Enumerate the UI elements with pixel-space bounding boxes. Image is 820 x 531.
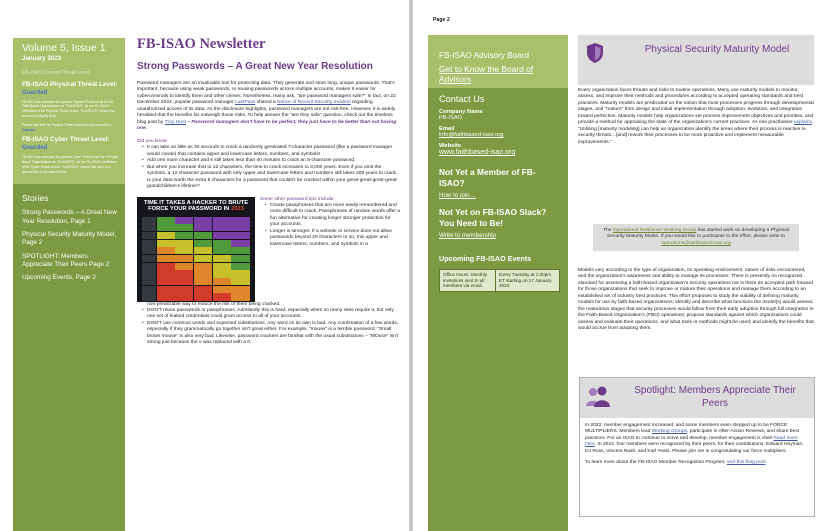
spot-text-c: . In 2022, four members were recognized by their peers, for their contributions: Edward Heyman, DJ Ross, Vincent Nash, and Karl Yeats. Please join me in congratulating our force multipliers. bbox=[585, 442, 804, 454]
security-incident-link[interactable]: Notice of Recent Security Incident bbox=[277, 100, 351, 106]
spot2-text-a: To learn more about the FB-ISAO Member Recognition Program, bbox=[585, 460, 727, 466]
infographic-cell bbox=[213, 232, 231, 239]
spotlight-people-icon bbox=[584, 384, 612, 410]
working-groups-link[interactable]: Working Groups bbox=[651, 429, 688, 435]
tips-continuation: non-predictable way to reduce the risk of them being cracked. bbox=[147, 301, 281, 307]
list-item: • It can take as little as 30 seconds to crack a randomly generated 7-character password (like a password manager would create) that contains upper and lowercase letters, numbers, and symbols! bbox=[142, 145, 401, 158]
infographic-cell bbox=[213, 247, 231, 254]
tips-list bbox=[260, 203, 401, 248]
infographic-cell bbox=[231, 270, 249, 277]
company-label: Company Name bbox=[439, 109, 483, 116]
read-more-link[interactable]: Read more here bbox=[585, 435, 798, 448]
volume-issue: Volume 5, Issue 1 bbox=[22, 42, 106, 54]
story-link[interactable]: Upcoming Events, Page 2 bbox=[22, 274, 96, 282]
contact-section bbox=[428, 88, 568, 292]
maturity-paragraph-1 bbox=[578, 88, 814, 146]
infographic-cell bbox=[194, 255, 212, 262]
infographic-cell bbox=[175, 270, 193, 277]
spot-text-a: In 2022, member engagement increased, and some members even stepped up to be FORCE MULTIPLIERS. Members lead bbox=[585, 423, 788, 435]
infographic-cell bbox=[213, 270, 231, 277]
physical-threat-title: FB-ISAO Physical Threat Level: bbox=[22, 81, 118, 88]
infographic-row bbox=[142, 293, 250, 300]
infographic-cell bbox=[213, 278, 231, 285]
stories-heading: Stories bbox=[22, 193, 49, 204]
list-item: • Longer is stronger. If a website or service does not allow passwords beyond 20 characters or so, mix upper and lowercase letters, numbers, and symbols in a bbox=[265, 229, 401, 248]
spotlight-box bbox=[579, 377, 815, 517]
physical-security-title: Physical Security Maturity Model bbox=[644, 44, 790, 55]
infographic-cell bbox=[213, 224, 231, 231]
infographic-title-text: TIME IT TAKES A HACKER TO BRUTE FORCE YOUR PASSWORD IN bbox=[143, 199, 249, 213]
story-link[interactable]: SPOTLIGHT: Members Appreciate Their Peers Page 2 bbox=[22, 252, 110, 268]
list-item: • DON'T reuse passwords or passphrases. Admittedly this is hard, especially when so many sites require it, but only one set of leaked credentials could grant access to all of your accounts. bbox=[142, 308, 401, 321]
infographic-row bbox=[142, 224, 250, 231]
spotlight-header bbox=[580, 378, 814, 418]
infographic-row bbox=[142, 232, 250, 239]
company-value: FB-ISAO bbox=[439, 115, 463, 122]
infographic-row bbox=[142, 217, 250, 224]
intro-text-c: regarding unauthorized access of its data. As the disclosure highlights, password managers are not risk-free. However, it is widely heralded that the benefits far outweigh those risks. To help answer the "are they safe" question, check out the timeless blog post by bbox=[137, 100, 396, 125]
infographic-row-label bbox=[142, 217, 156, 224]
physical-security-header bbox=[578, 35, 814, 85]
working-group-link[interactable]: Operational Resilience Working Group bbox=[612, 228, 697, 233]
website-label: Website bbox=[439, 143, 462, 150]
infographic-cell bbox=[157, 217, 175, 224]
spotlight-paragraph-1 bbox=[585, 423, 809, 455]
spotlight-body bbox=[580, 418, 814, 467]
advisory-heading: FB-ISAO Advisory Board bbox=[439, 51, 530, 60]
infographic-row-label bbox=[142, 240, 156, 247]
stories-section bbox=[13, 184, 125, 282]
current-threat-heading: FB-ISAO Current Threat Level bbox=[22, 70, 90, 76]
brute-force-infographic bbox=[137, 197, 255, 302]
did-you-know-heading: Did you know: bbox=[137, 138, 168, 144]
advisory-board-box bbox=[428, 35, 568, 88]
intro-paragraph bbox=[137, 81, 401, 133]
infographic-cell bbox=[231, 247, 249, 254]
intro-text-d: – bbox=[185, 119, 192, 125]
infographic-cell bbox=[194, 293, 212, 300]
infographic-row-label bbox=[142, 278, 156, 285]
article-title: Strong Passwords – A Great New Year Resolution bbox=[137, 61, 373, 72]
story-link[interactable]: Physical Security Maturity Model, Page 2 bbox=[22, 231, 117, 247]
infographic-cell bbox=[175, 232, 193, 239]
infographic-cell bbox=[194, 232, 212, 239]
troy-hunt-link[interactable]: Troy Hunt bbox=[164, 119, 186, 125]
infographic-cell bbox=[231, 278, 249, 285]
infographic-cell bbox=[157, 278, 175, 285]
infographic-cell bbox=[157, 286, 175, 293]
issue-date: January 2023 bbox=[22, 55, 62, 62]
working-group-note bbox=[593, 224, 799, 251]
shield-icon bbox=[585, 42, 605, 64]
infographic-cell bbox=[213, 293, 231, 300]
cyber-threat-level: Guarded bbox=[22, 144, 48, 152]
write-membership-link[interactable]: Write to membership bbox=[439, 232, 496, 240]
infographic-cell bbox=[175, 224, 193, 231]
infographic-cell bbox=[194, 217, 212, 224]
infographic-cell bbox=[231, 232, 249, 239]
physical-threat-note-level: Guarded bbox=[22, 127, 36, 132]
physical-threat-note-text: Please note that the Physical Threat Level has been lowered to bbox=[22, 122, 112, 127]
newsletter-page-2 bbox=[413, 0, 820, 531]
physical-threat-level: Guarded bbox=[22, 88, 48, 96]
infographic-cell bbox=[213, 263, 231, 270]
intro-text-b: shared a bbox=[255, 100, 278, 106]
infographic-row-label bbox=[142, 247, 156, 254]
infographic-cell bbox=[157, 247, 175, 254]
infographic-cell bbox=[157, 263, 175, 270]
infographic-cell bbox=[194, 270, 212, 277]
spotlight-paragraph-2 bbox=[585, 460, 809, 466]
page2-sidebar bbox=[428, 35, 568, 531]
infographic-row-label bbox=[142, 232, 156, 239]
list-item: • Add one more character and it still takes less than 40 minutes to crack an 8-character password. bbox=[142, 158, 401, 164]
event-description: Office Hours. Monthly invitations sent to all members via email. bbox=[440, 270, 496, 291]
list-item: • DON'T use common words and expected substitutions. Any word on its own is bad. Any combination of a few words, especially if they grammatically go together isn't great either. For example, "mouse" is a terrible password. "Small brown mouse" is also very bad. Likewise, password crackers are familiar with the usual substitutions – "MOuse" isn't strong just because the o was replaced with a 0. bbox=[142, 321, 401, 347]
spotlight-title: Spotlight: Members Appreciate Their Peers bbox=[634, 385, 796, 409]
infographic-row-label bbox=[142, 255, 156, 262]
infographic-cell bbox=[213, 240, 231, 247]
maturity-text-b: , "Utilizing [maturity modeling] can help an organization identify the areas where their process is reactive to security threats…[and] rework their processes to be more proactive and implement measurable improvements." bbox=[578, 120, 814, 145]
story-link[interactable]: Strong Passwords – A Great New Year Resolution, Page 1 bbox=[22, 209, 117, 225]
infographic-row-label bbox=[142, 263, 156, 270]
infographic-row bbox=[142, 278, 250, 285]
infographic-cell bbox=[231, 263, 249, 270]
note-text-b: has started work on developing a Physical Security Maturity Model. If you would like to participate in the effort, please write to bbox=[607, 228, 789, 240]
infographic-row-label bbox=[142, 224, 156, 231]
contact-heading: Contact Us bbox=[439, 94, 485, 105]
spot2-text-b: . bbox=[765, 460, 767, 466]
newsletter-title: FB-ISAO Newsletter bbox=[137, 36, 266, 52]
how-to-join-link[interactable]: How to join… bbox=[439, 192, 476, 200]
issue-info-box bbox=[13, 38, 125, 184]
list-item: • Create passphrases that are more easily remembered and more difficult to crack. Passphrases of random words offer a fun alternative for creating longer stronger protection for your accounts. bbox=[265, 203, 401, 229]
email-link[interactable]: info@faithbased-isao.org bbox=[439, 132, 504, 139]
infographic-cell bbox=[157, 232, 175, 239]
maturity-text-a: Every organization faces threats and risks to routine operations. Many use maturity models to monitor, assess, and improve their methods and procedures according to accepted operating standards and best practices. Maturity models are predicated on the notion that most processes progress through developmental stages, and "mature" from design and initial implementation through adoption, evolution, and integration toward perfection. Maturity models help organizations set process improvement objectives and priorities, and provide a method for appraising the state of the organization's current practices. As one practitioner bbox=[578, 88, 814, 126]
infographic-cell bbox=[175, 217, 193, 224]
tips-column bbox=[255, 197, 401, 302]
infographic-cell bbox=[194, 240, 212, 247]
physical-threat-description: FB-ISAO has assessed the general Physical Threat Level for US Faith-Based Organizations as "GUARDED," as per FB-ISAO's definitions of the Physical Threat Levels. "GUARDED" means that an event is slightly likely. bbox=[22, 99, 115, 119]
list-item: • But when you increase that to 12 characters, the time to crack increases to 3,000 years. Even if you omit the symbols, a 12-character password with only upper and lowercase letters and numbers still takes 200 years to crack. Is your data worth the extra 5 characters for a password that couldn't be cracked within your great-great-great-great-grandchildren's lifetime? bbox=[142, 165, 401, 191]
email-label: Email bbox=[439, 126, 455, 133]
advisory-board-link[interactable]: Get to Know the Board of Advisors bbox=[439, 64, 534, 85]
intro-text-a: Password managers are an invaluable tool for protecting data. They generate and store long, unique passwords. That's important, because using weak passwords, or reusing passwords across multiple accounts, makes it easier for cybercriminals to identify them and other crimes. Nonetheless, many ask, "are password managers safe?" In fact, on 22 December 2022, popular password manager bbox=[137, 81, 396, 106]
infographic-cell bbox=[231, 224, 249, 231]
infographic-cell bbox=[175, 263, 193, 270]
page-number: Page 2 bbox=[433, 17, 450, 23]
infographic-row bbox=[142, 286, 250, 293]
infographic-title bbox=[137, 197, 255, 214]
infographic-cell bbox=[194, 247, 212, 254]
infographic-cell bbox=[157, 224, 175, 231]
infographic-cell bbox=[175, 240, 193, 247]
website-link[interactable]: www.faithbased-isao.org bbox=[439, 149, 516, 157]
infographic-cell bbox=[175, 255, 193, 262]
page1-main bbox=[137, 36, 401, 347]
infographic-cell bbox=[231, 240, 249, 247]
infographic-cell bbox=[231, 255, 249, 262]
physical-threat-note bbox=[22, 123, 119, 133]
infographic-row-label bbox=[142, 286, 156, 293]
cyber-threat-title: FB-ISAO Cyber Threat Level: bbox=[22, 136, 110, 144]
infographic-row bbox=[142, 240, 250, 247]
infographic-cell bbox=[175, 293, 193, 300]
note-text-a: The bbox=[603, 228, 613, 233]
spot-text-b: , participate in After-Action Reviews, and share best practices. For an ISAO to continue to serve and develop, member engagement is vital! bbox=[585, 429, 800, 441]
not-slack-heading: Not Yet on FB-ISAO Slack? You Need to Be! bbox=[439, 207, 547, 228]
infographic-row bbox=[142, 247, 250, 254]
infographic-cell bbox=[175, 286, 193, 293]
infographic-cell bbox=[157, 293, 175, 300]
explains-link[interactable]: explains bbox=[793, 120, 812, 126]
dont-list bbox=[137, 308, 401, 347]
intro-quote: Password managers don't have to be perfect, they just have to be better than not having one. bbox=[137, 119, 397, 132]
infographic-cell bbox=[213, 286, 231, 293]
infographic-cell bbox=[194, 286, 212, 293]
blog-post-link[interactable]: visit this blog post bbox=[726, 460, 766, 466]
infographic-cell bbox=[194, 263, 212, 270]
not-member-heading: Not Yet a Member of FB-ISAO? bbox=[439, 167, 536, 188]
did-you-know-list bbox=[137, 145, 401, 190]
infographic-cell bbox=[175, 278, 193, 285]
infographic-row bbox=[142, 255, 250, 262]
event-schedule: Every Tuesday at 1:00pm ET starting on 17 January 2023 bbox=[499, 271, 552, 289]
infographic-cell bbox=[194, 278, 212, 285]
maturity-paragraph-2: Models vary according to the type of organization, its operating environment, nature of risks encountered, and the organization's awareness and ability to manage its processes. There is presently no recognized standard for assessing a faith-based organization's security operations nor is there an accepted path forward for those organizations that seek to improve or mature their operations and manage them according to an established set of industry best practices. This effort proposes to study the viability of defining maturity models for use by faith-based organizations; identify and describe what functions the model(s) would assess; the maturation stages that security processes would follow from their early adoption through full integration in the Faith-Based Organization's (FBO) operations; propose standards against which organizations could assess and evaluate their operations, and what tools or methods might be used; and identify the benefits that would accrue from adopting them. bbox=[578, 268, 814, 332]
infographic-row-label bbox=[142, 270, 156, 277]
infographic-row bbox=[137, 197, 401, 302]
infographic-cell bbox=[213, 255, 231, 262]
infographic-year: 2023 bbox=[230, 206, 244, 213]
tips-heading: Some other password tips include: bbox=[260, 196, 335, 202]
newsletter-page-1 bbox=[0, 0, 409, 531]
infographic-cell bbox=[157, 240, 175, 247]
operations-email-link[interactable]: operations@faithbased-isao.org bbox=[661, 240, 731, 246]
infographic-cell bbox=[231, 286, 249, 293]
page1-sidebar bbox=[13, 38, 125, 531]
infographic-cell bbox=[231, 217, 249, 224]
events-table bbox=[439, 269, 560, 292]
infographic-cell bbox=[157, 270, 175, 277]
infographic-row bbox=[142, 263, 250, 270]
infographic-cell bbox=[231, 293, 249, 300]
infographic-cell bbox=[213, 217, 231, 224]
cyber-threat-description: FB-ISAO has assessed the general Cyber Threat Level for US Faith-Based Organizations as "GUARDED," as per FB-ISAO's definitions of the Cyber Threat Levels. "GUARDED" means that there is a general risk of increased threat. bbox=[22, 155, 119, 174]
infographic-row bbox=[142, 270, 250, 277]
lastpass-link[interactable]: LastPass bbox=[235, 100, 256, 106]
infographic-grid bbox=[142, 217, 250, 297]
infographic-cell bbox=[194, 224, 212, 231]
infographic-cell bbox=[157, 255, 175, 262]
infographic-cell bbox=[175, 247, 193, 254]
events-heading: Upcoming FB-ISAO Events bbox=[439, 254, 532, 264]
infographic-row-label bbox=[142, 293, 156, 300]
